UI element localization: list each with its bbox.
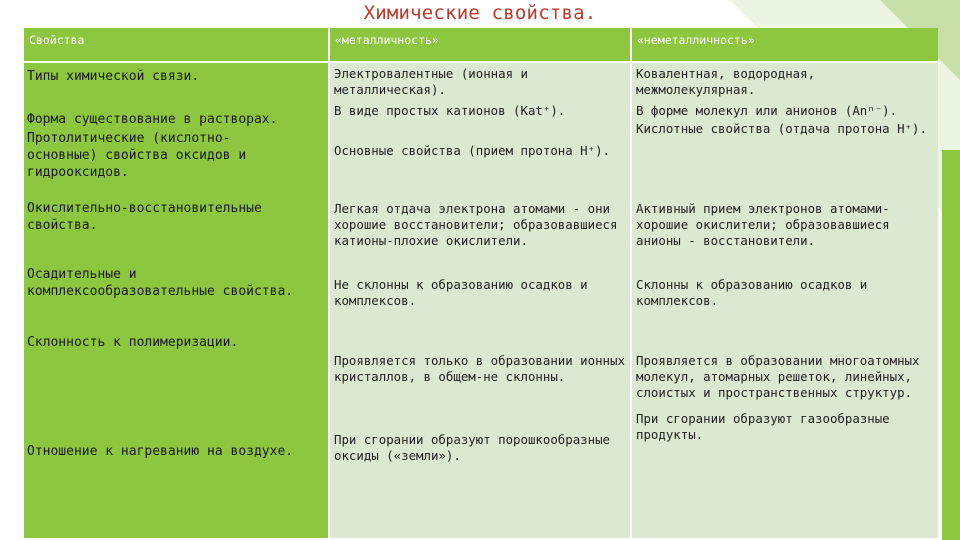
nonmetal-solution-form: В форме молекул или анионов (Anⁿ⁻).: [636, 103, 898, 118]
nonmetal-bond-types: Ковалентная, водородная, межмолекулярная.: [636, 66, 816, 97]
metal-solution-form: В виде простых катионов (Kat⁺).: [334, 103, 566, 118]
property-solution-form: Форма существование в растворах.: [27, 112, 278, 127]
header-properties: Свойства: [24, 28, 328, 61]
properties-column: [24, 63, 328, 538]
nonmetal-heating: При сгорании образуют газообразные продукты.: [636, 411, 890, 442]
metal-polymerization: Проявляется только в образовании ионных кристаллов, в общем-не склонны.: [334, 353, 625, 384]
property-protolytic: Протолитические (кислотно- основные) свойства оксидов и гидрооксидов.: [27, 131, 247, 180]
metal-bond-types: Электровалентные (ионная и металлическая).: [334, 66, 528, 97]
nonmetal-polymerization: Проявляется в образовании многоатомных молекул, атомарных решеток, линейных, слоистых и пространственных структур.: [636, 353, 920, 400]
property-heating: Отношение к нагреванию на воздухе.: [27, 444, 294, 459]
metallicity-column: [330, 63, 630, 538]
property-bond-types: Типы химической связи.: [27, 69, 200, 84]
metal-precipitation: Не склонны к образованию осадков и комплексов.: [334, 277, 588, 308]
property-redox: Окислительно-восстановительные свойства.: [27, 201, 262, 233]
nonmetal-protolytic: Кислотные свойства (отдача протона Н⁺).: [636, 121, 927, 136]
properties-table: [24, 28, 938, 538]
header-nonmetallicity: «неметалличность»: [632, 28, 938, 61]
header-metallicity: «металличность»: [330, 28, 630, 61]
metal-heating: При сгорании образуют порошкообразные оксиды («земли»).: [334, 432, 611, 463]
nonmetal-redox: Активный прием электронов атомами- хорошие окислители; образовавшиеся анионы - восстановители.: [636, 201, 890, 248]
page-title: Химические свойства.: [363, 2, 597, 24]
metal-protolytic: Основные свойства (прием протона Н⁺).: [334, 143, 611, 158]
nonmetallicity-column: [632, 63, 938, 538]
right-green-edge: [942, 150, 960, 540]
metal-redox: Легкая отдача электрона атомами - они хорошие восстановители; образовавшиеся катионы-плохие окислители.: [334, 201, 618, 248]
nonmetal-precipitation: Склонны к образованию осадков и комплексов.: [636, 277, 868, 308]
property-precipitation: Осадительные и комплексообразовательные свойства.: [27, 267, 294, 299]
property-polymerization: Склонность к полимеризации.: [27, 335, 239, 350]
